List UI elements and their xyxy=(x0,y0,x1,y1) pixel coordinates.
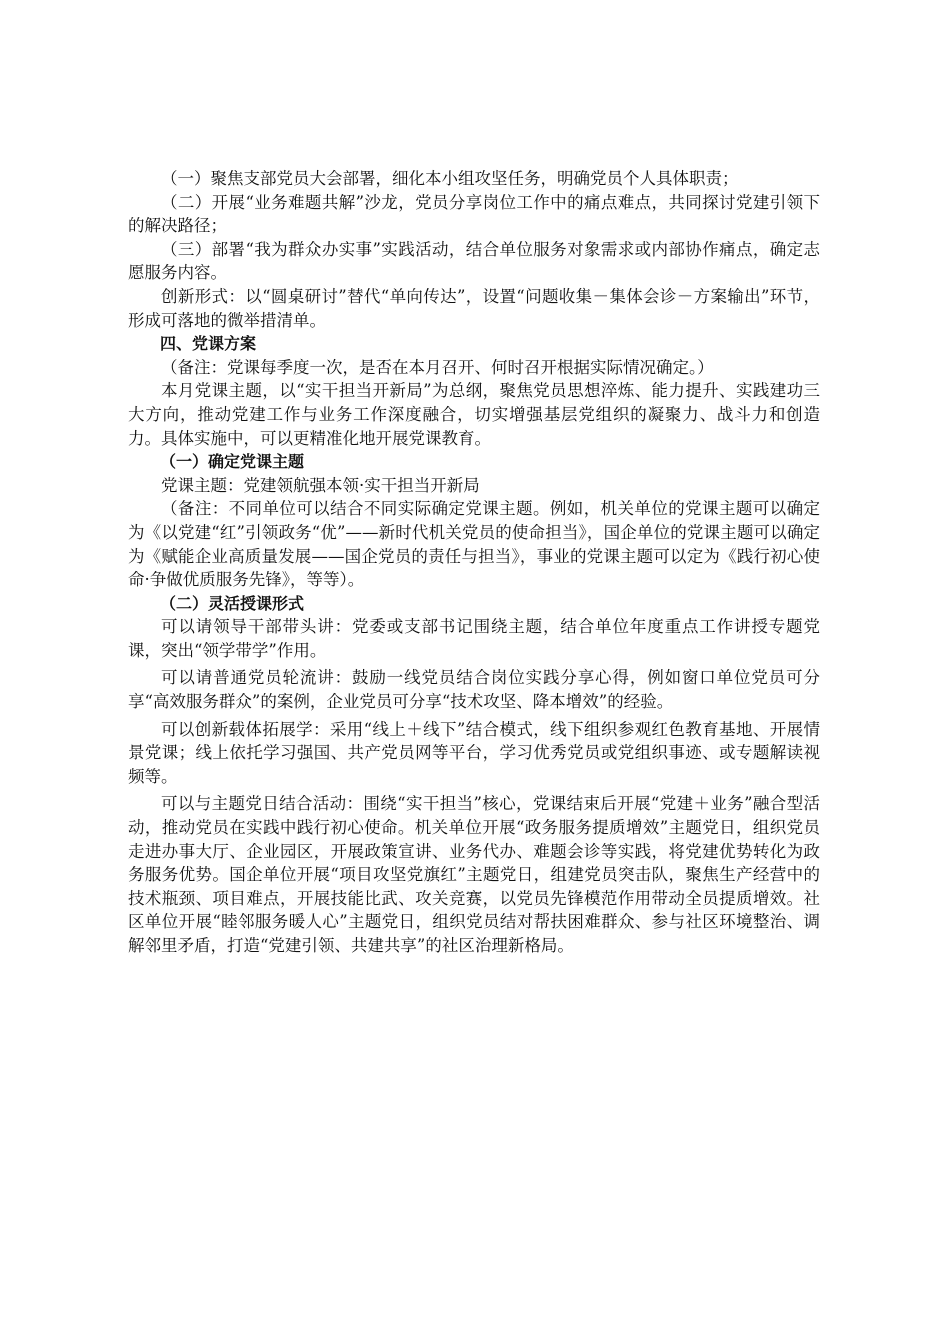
paragraph-members-teach: 可以请普通党员轮流讲：鼓励一线党员结合岗位实践分享心得，例如窗口单位党员可分享“高效服务群众”的案例，企业党员可分享“技术攻坚、降本增效”的经验。 xyxy=(128,668,820,712)
section-heading-party-lesson-plan: 四、党课方案 xyxy=(160,334,257,354)
paragraph-lesson-theme-intro: 本月党课主题，以“实干担当开新局”为总纲，聚焦党员思想淬炼、能力提升、实践建功三大方向，推动党建工作与业务工作深度融合，切实增强基层党组织的凝聚力、战斗力和创造力。具体实施中，可以更精准化地开展党课教育。 xyxy=(128,381,820,448)
paragraph-theme-day: 可以与主题党日结合活动：围绕“实干担当”核心，党课结束后开展“党建＋业务”融合型活动，推动党员在实践中践行初心使命。机关单位开展“政务服务提质增效”主题党日，组织党员走进办事大厅、企业园区，开展政策宣讲、业务代办、难题会诊等实践，将党建优势转化为政务服务优势。国企单位开展“项目攻坚党旗红”主题党日，组建党员突击队，聚焦生产经营中的技术瓶颈、项目难点，开展技能比武、攻关竞赛，以党员先锋模范作用带动全员提质增效。社区单位开展“睦邻服务暖人心”主题党日，组织党员结对帮扶困难群众、参与社区环境整治、调解邻里矛盾，打造“党建引领、共建共享”的社区治理新格局。 xyxy=(128,794,820,955)
paragraph-lesson-theme: 党课主题：党建领航强本领·实干担当开新局 xyxy=(161,475,480,495)
paragraph-task-1: （一）聚焦支部党员大会部署，细化本小组攻坚任务，明确党员个人具体职责； xyxy=(161,169,739,188)
subheading-flexible-format: （二）灵活授课形式 xyxy=(160,593,305,613)
paragraph-note-quarterly: （备注：党课每季度一次，是否在本月召开、何时召开根据实际情况确定。） xyxy=(161,357,714,377)
paragraph-note-theme-examples: （备注：不同单位可以结合不同实际确定党课主题。例如，机关单位的党课主题可以确定为《以党建“红”引领政务“优”——新时代机关党员的使命担当》，国企单位的党课主题可以确定为《赋能企业高质量发展——国企党员的责任与担当》，事业的党课主题可以定为《践行初心使命·争做优质服务先锋》，等等）。 xyxy=(128,499,820,590)
paragraph-leaders-teach: 可以请领导干部带头讲：党委或支部书记围绕主题，结合单位年度重点工作讲授专题党课，突出“领学带学”作用。 xyxy=(128,617,820,660)
paragraph-innovation-form: 创新形式：以“圆桌研讨”替代“单向传达”，设置“问题收集－集体会诊－方案输出”环节，形成可落地的微举措清单。 xyxy=(128,286,820,330)
paragraph-task-2: （二）开展“业务难题共解”沙龙，党员分享岗位工作中的痛点难点，共同探讨党建引领下的解决路径； xyxy=(128,192,820,236)
subheading-determine-theme: （一）确定党课主题 xyxy=(160,452,305,472)
paragraph-task-3: （三）部署“我为群众办实事”实践活动，结合单位服务对象需求或内部协作痛点，确定志愿服务内容。 xyxy=(128,239,820,283)
paragraph-online-offline: 可以创新载体拓展学：采用“线上＋线下”结合模式，线下组织参观红色教育基地、开展情景党课；线上依托学习强国、共产党员网等平台，学习优秀党员或党组织事迹、或专题解读视频等。 xyxy=(128,719,820,786)
document-body xyxy=(128,167,820,958)
